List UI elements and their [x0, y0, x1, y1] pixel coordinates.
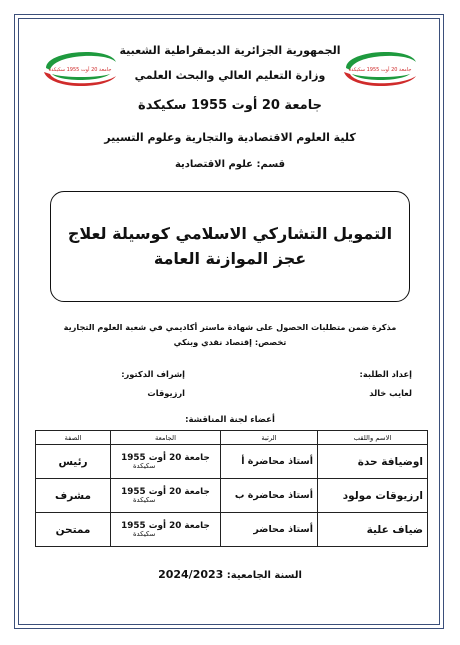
university-name: جامعة 20 أوت 1955: [121, 452, 210, 463]
jury-member-role: مشرف: [36, 479, 111, 513]
university-city: سكيكدة: [133, 529, 156, 538]
jury-member-name: ارزيوقات مولود: [318, 479, 428, 513]
university-name: جامعة 20 أوت 1955: [121, 486, 210, 497]
jury-member-name: اوضيافة حدة: [318, 445, 428, 479]
column-header: الجامعة: [111, 431, 221, 445]
jury-member-name: ضياف علية: [318, 513, 428, 547]
supervisor-name: ارزيوقات: [147, 388, 185, 398]
svg-text:جامعة 20 أوت 1955 سكيكدة: جامعة 20 أوت 1955 سكيكدة: [48, 67, 112, 73]
supervisor-label: إشراف الدكتور:: [121, 369, 185, 379]
ministry-heading: وزارة التعليم العالي والبحث العلمي: [134, 69, 326, 82]
thesis-title: التمويل التشاركي الاسلامي كوسيلة لعلاج عجز الموازنة العامة: [67, 223, 393, 268]
university-city: سكيكدة: [133, 461, 156, 470]
column-header: الاسم واللقب: [318, 431, 428, 445]
prepared-by-label: إعداد الطلبة:: [359, 369, 412, 379]
jury-member-university: [111, 479, 221, 513]
university-heading: جامعة 20 أوت 1955 سكيكدة: [138, 98, 322, 113]
jury-member-university: [111, 513, 221, 547]
jury-member-university: [111, 445, 221, 479]
jury-member-role: رئيس: [36, 445, 111, 479]
table-row: [36, 445, 428, 479]
svg-text:جامعة 20 أوت 1955 سكيكدة: جامعة 20 أوت 1955 سكيكدة: [348, 67, 412, 73]
student-name: لعايب خالد: [369, 388, 412, 398]
jury-title: أعضاء لجنة المناقشة:: [185, 415, 275, 425]
jury-member-rank: أستاذ محاضر: [221, 513, 318, 547]
faculty-heading: كلية العلوم الاقتصادية والتجارية وعلوم التسيير: [104, 131, 356, 144]
department-heading: قسم: علوم الاقتصادية: [174, 159, 286, 170]
memo-description: مذكرة ضمن متطلبات الحصول على شهادة ماستر أكاديمي في شعبة العلوم التجارية: [63, 322, 397, 332]
jury-table: [35, 430, 428, 547]
jury-header-row: [36, 431, 428, 445]
table-row: [36, 479, 428, 513]
jury-member-rank: أستاذ محاضرة ب: [221, 479, 318, 513]
jury-member-role: ممتحن: [36, 513, 111, 547]
memo-specialty: تخصص: إقتصاد نقدي وبنكي: [173, 337, 287, 347]
academic-year-value: 2024/2023: [158, 568, 224, 581]
column-header: الصفة: [36, 431, 111, 445]
university-city: سكيكدة: [133, 495, 156, 504]
republic-heading: الجمهورية الجزائرية الديمقراطية الشعبية: [119, 44, 341, 57]
jury-member-rank: أستاذ محاضرة أ: [221, 445, 318, 479]
academic-year-label: السنة الجامعية:: [226, 570, 302, 581]
table-row: [36, 513, 428, 547]
thesis-title-box: [50, 191, 410, 302]
column-header: الرتبة: [221, 431, 318, 445]
academic-year: [120, 568, 340, 581]
university-name: جامعة 20 أوت 1955: [121, 520, 210, 531]
